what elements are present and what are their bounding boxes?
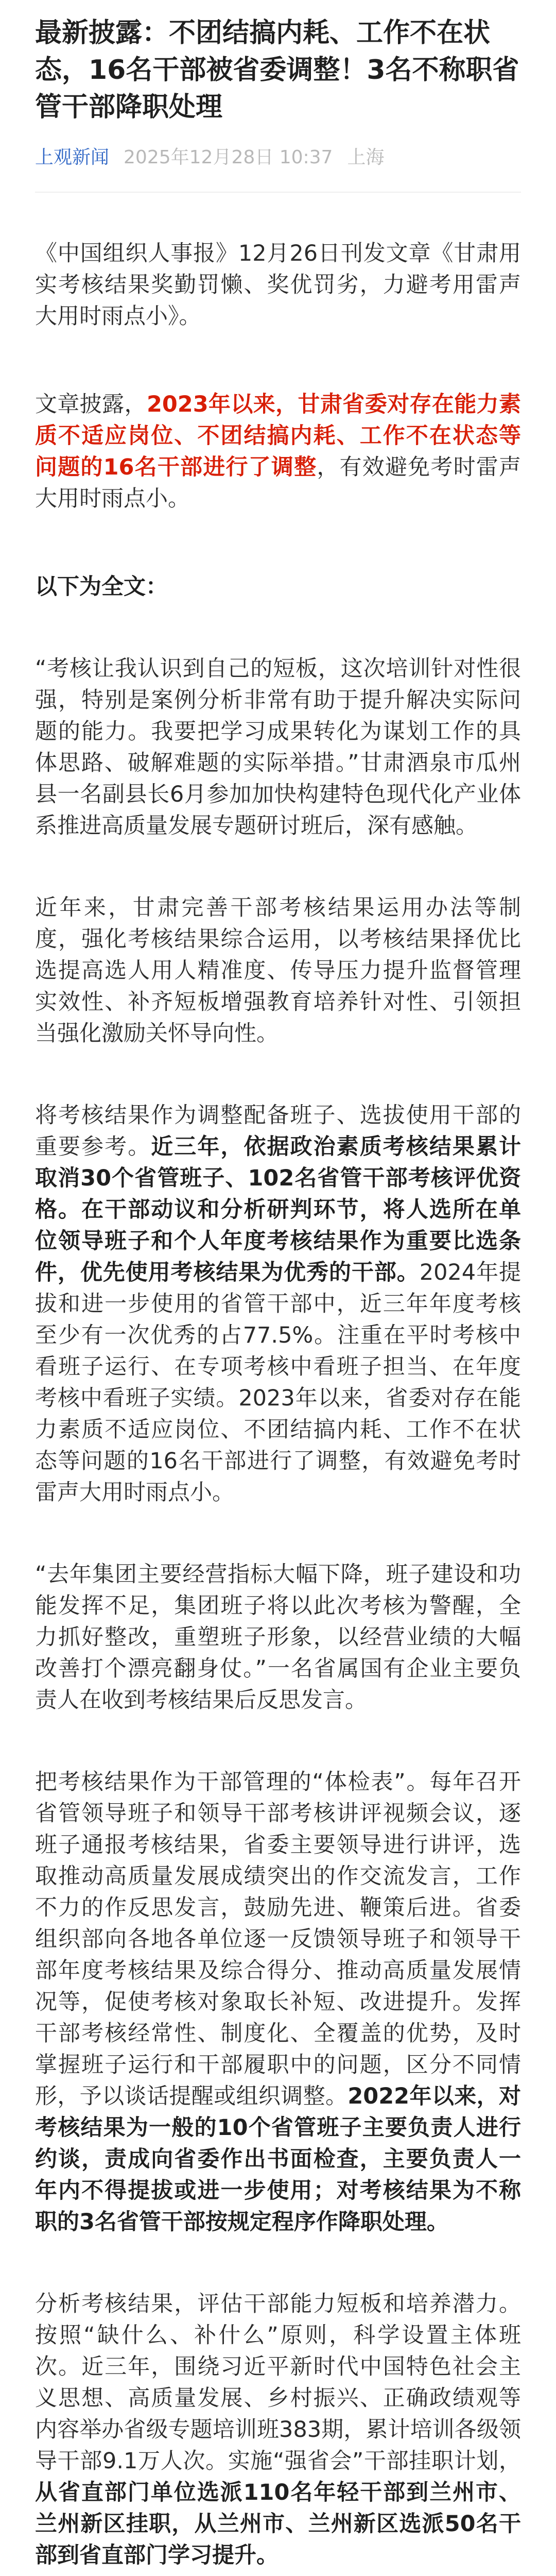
- selection-highlight: 近三年，依据政治素质考核结果累计取消30个省管班子、102名省管干部考核评优资格。在干部动议和分析研判环节，将人选所在单位领导班子和个人年度考核结果作为重要比选条件，优先使用考核结果为优秀的干部。: [35, 1134, 521, 1285]
- paragraph-training-quote: “考核让我认识到自己的短板，这次培训针对性很强，特别是案例分析非常有助于提升解决实际问题的能力。我要把学习成果转化为谋划工作的具体思路、破解难题的实际举措。”甘肃酒泉市瓜州县一名副县长6月参加加快构建特色现代化产业体系推进高质量发展专题研讨班后，深有感触。: [35, 656, 521, 839]
- summary-text-start: 文章披露，: [35, 392, 147, 417]
- publish-date: 2025年12月28日 10:37: [124, 147, 333, 168]
- management-text-start: 把考核结果作为干部管理的“体检表”。每年召开省管领导班子和领导干部考核讲评视频会议，逐班子通报考核结果，省委主要领导进行讲评，选取推动高质量发展成绩突出的作交流发言，工作不力的作反思发言，鼓励先进、鞭策后进。省委组织部向各地各单位逐一反馈领导班子和领导干部年度考核结果及综合得分、推动高质量发展情况等，促使考核对象取长补短、改进提升。发挥干部考核经常性、制度化、全覆盖的优势，及时掌握班子运行和干部履职中的问题，区分不同情形，予以谈话提醒或组织调整。: [35, 1769, 521, 2109]
- summary-highlight: 2023年以来，甘肃省委对存在能力素质不适应岗位、不团结搞内耗、工作不在状态等问题的16名干部进行了调整: [35, 392, 522, 480]
- header-divider: [35, 192, 521, 193]
- source-link[interactable]: 上观新闻: [35, 147, 110, 168]
- paragraph-management: [35, 1767, 521, 2238]
- summary-paragraph: [35, 389, 521, 515]
- selection-text-end: 2024年提拔和进一步使用的省管干部中，近三年年度考核至少有一次优秀的占77.5%。注重在平时考核中看班子运行、在专项考核中看班子担当、在年度考核中看班子实绩。2023年以来，省委对存在能力素质不适应岗位、不团结搞内耗、工作不在状态等问题的16名干部进行了调整，有效避免考时雷声大用时雨点小。: [35, 1260, 521, 1505]
- article-body: [35, 238, 521, 2576]
- paragraph-training: [35, 2289, 521, 2571]
- paragraph-system-overview: 近年来，甘肃完善干部考核结果运用办法等制度，强化考核结果综合运用，以考核结果择优比选提高选人用人精准度、传导压力提升监督管理实效性、补齐短板增强教育培养针对性、引领担当强化激励关怀导向性。: [35, 895, 521, 1046]
- training-text-start: 分析考核结果，评估干部能力短板和培养潜力。按照“缺什么、补什么”原则，科学设置主体班次。近三年，围绕习近平新时代中国特色社会主义思想、高质量发展、乡村振兴、正确政绩观等内容举办省级专题培训班383期，累计培训各级领导干部9.1万人次。实施“强省会”干部挂职计划，: [35, 2291, 521, 2474]
- publish-location: 上海: [347, 147, 385, 168]
- paragraph-selection: [35, 1100, 521, 1509]
- fulltext-heading: 以下为全文：: [35, 574, 168, 600]
- management-highlight: 2022年以来，对考核结果为一般的10个省管班子主要负责人进行约谈，责成向省委作出书面检查，主要负责人一年内不得提拔或进一步使用；对考核结果为不称职的3名省管干部按规定程序作降职处理。: [35, 2083, 521, 2235]
- training-highlight: 从省直部门单位选派110名年轻干部到兰州市、兰州新区挂职，从兰州市、兰州新区选派50名干部到省直部门学习提升。: [35, 2480, 521, 2568]
- selection-text-start: 将考核结果作为调整配备班子、选拔使用干部的重要参考。: [35, 1103, 521, 1160]
- paragraph-enterprise-quote: “去年集团主要经营指标大幅下降，班子建设和功能发挥不足，集团班子将以此次考核为警醒，全力抓好整改，重塑班子形象，以经营业绩的大幅改善打个漂亮翻身仗。”一名省属国有企业主要负责人在收到考核结果后反思发言。: [35, 1562, 521, 1713]
- intro-paragraph: 《中国组织人事报》12月26日刊发文章《甘肃用实考核结果奖勤罚懒、奖优罚劣，力避考用雷声大用时雨点小》。: [35, 241, 521, 329]
- article-title: 最新披露：不团结搞内耗、工作不在状态，16名干部被省委调整！3名不称职省管干部降职处理: [35, 18, 519, 123]
- article-meta: [35, 146, 521, 169]
- summary-text-end: ，有效避免考时雷声大用时雨点小。: [35, 454, 522, 512]
